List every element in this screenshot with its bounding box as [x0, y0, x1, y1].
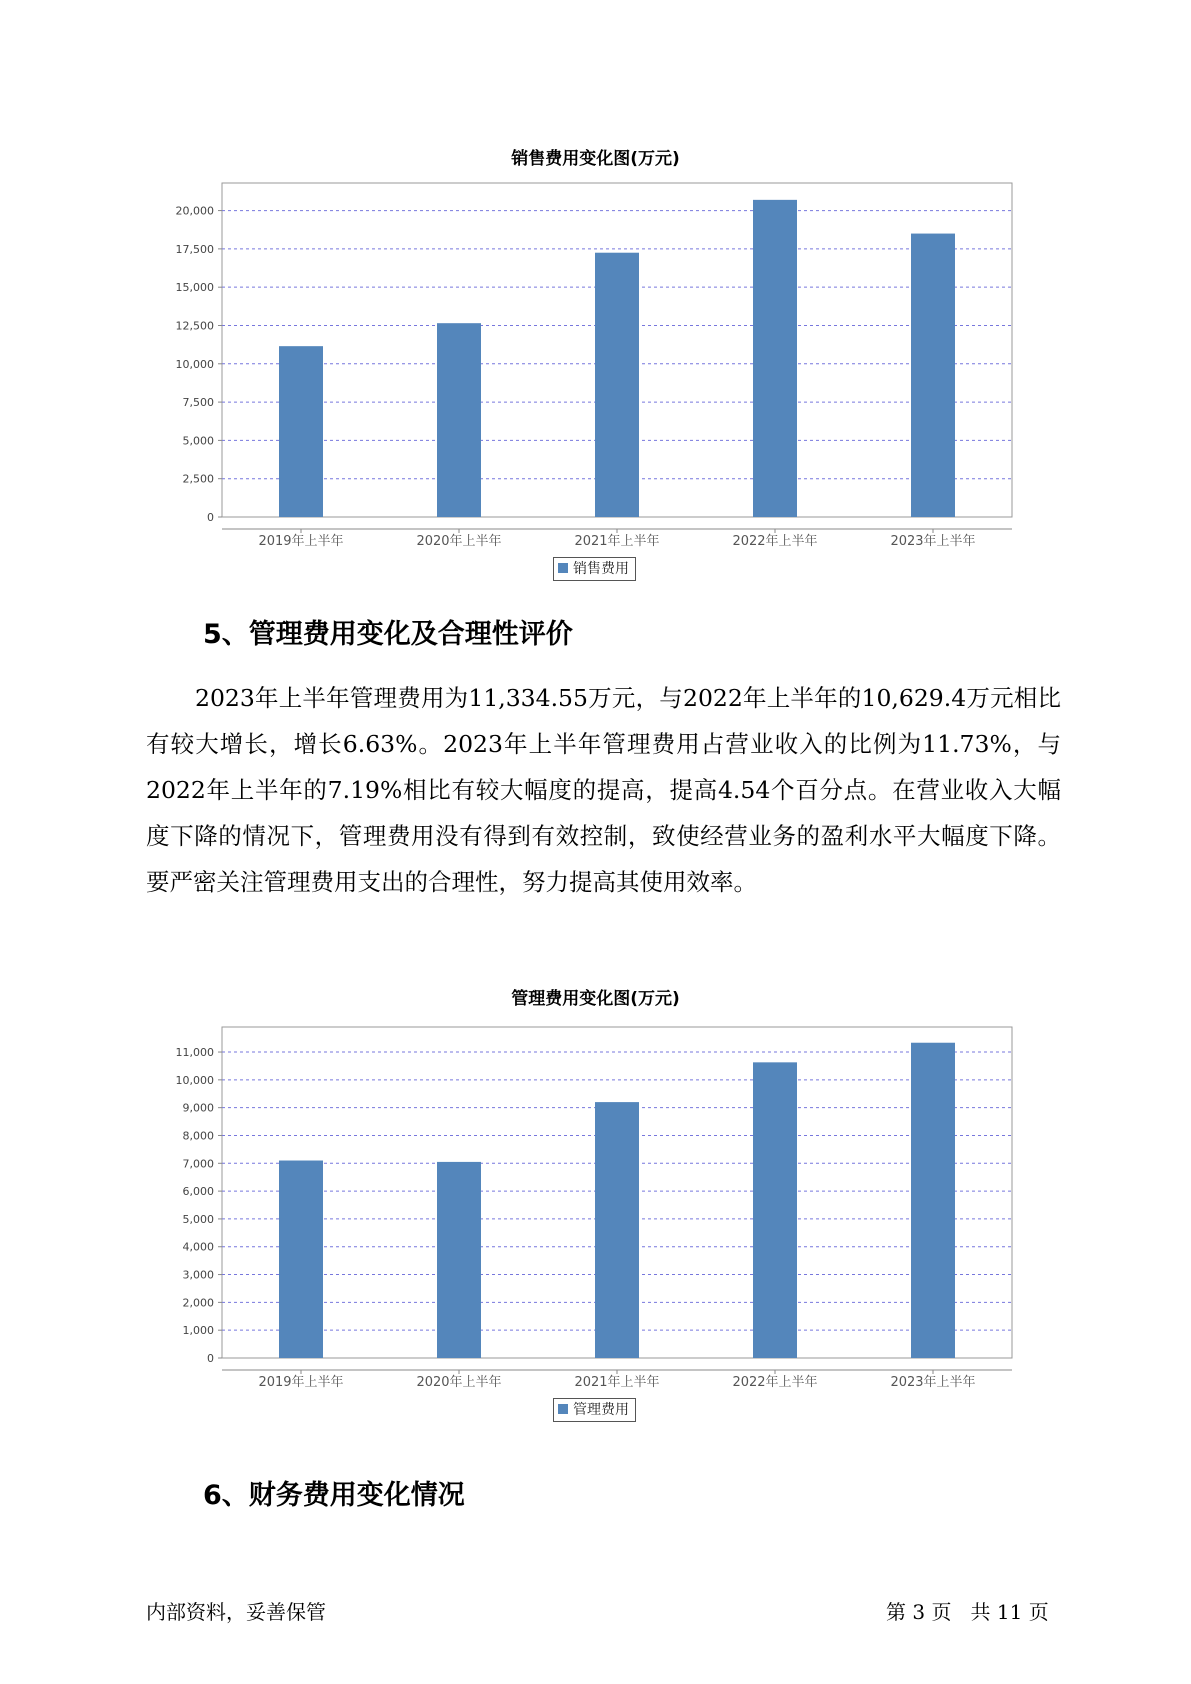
section-6-heading: 6、财务费用变化情况 — [203, 1480, 465, 1511]
y-tick-label: 5,000 — [182, 1212, 214, 1226]
y-tick-label: 7,000 — [182, 1157, 214, 1171]
y-tick-label: 11,000 — [175, 1046, 214, 1060]
y-tick-label: 10,000 — [175, 1073, 214, 1087]
y-tick-label: 0 — [207, 511, 214, 524]
total-prefix: 共 — [970, 1600, 991, 1624]
y-tick-label: 9,000 — [182, 1101, 214, 1115]
x-tick-label: 2020年上半年 — [416, 1375, 502, 1390]
y-tick-label: 17,500 — [175, 242, 214, 256]
chart-legend — [553, 1398, 636, 1422]
x-tick-label: 2019年上半年 — [258, 534, 344, 549]
total-suffix: 页 — [1028, 1600, 1049, 1624]
y-tick-label: 7,500 — [182, 396, 214, 410]
section-5-paragraph: 2023年上半年管理费用为11,334.55万元，与2022年上半年的10,629.4万元相比有较大增长，增长6.63%。2023年上半年管理费用占营业收入的比例为11.73%，与2022年上半年的7.19%相比有较大幅度的提高，提高4.54个百分点。在营业收入大幅度下降的情况下，管理费用没有得到有效控制，致使经营业务的盈利水平大幅度下降。要严密关注管理费用支出的合理性，努力提高其使用效率。 — [146, 684, 1061, 896]
y-tick-label: 8,000 — [182, 1129, 214, 1143]
y-tick-label: 6,000 — [182, 1185, 214, 1199]
bar — [911, 1043, 955, 1358]
total-pages: 11 — [996, 1600, 1023, 1624]
y-tick-label: 15,000 — [175, 281, 214, 295]
chart-title: 销售费用变化图(万元) — [511, 149, 680, 169]
bar — [595, 1102, 639, 1358]
page-number: 3 — [912, 1600, 926, 1624]
x-tick-label: 2023年上半年 — [890, 534, 976, 549]
y-tick-label: 4,000 — [182, 1240, 214, 1254]
footer-note: 内部资料，妥善保管 — [146, 1600, 326, 1624]
y-tick-label: 10,000 — [175, 357, 214, 371]
y-tick-label: 0 — [207, 1352, 214, 1365]
y-tick-label: 2,500 — [182, 472, 214, 486]
footer-left — [146, 1596, 326, 1625]
footer-page-info — [886, 1596, 1049, 1625]
bar — [279, 1161, 323, 1358]
x-tick-label: 2023年上半年 — [890, 1375, 976, 1390]
y-tick-label: 1,000 — [182, 1324, 214, 1338]
x-tick-label: 2022年上半年 — [732, 534, 818, 549]
y-tick-label: 5,000 — [182, 434, 214, 448]
x-tick-label: 2019年上半年 — [258, 1375, 344, 1390]
page-suffix: 页 — [931, 1600, 952, 1624]
legend-swatch — [558, 1404, 568, 1414]
bar — [753, 1062, 797, 1358]
legend-label: 管理费用 — [573, 1402, 629, 1418]
section-5-heading: 5、管理费用变化及合理性评价 — [203, 619, 573, 650]
y-tick-label: 20,000 — [175, 204, 214, 218]
legend-label: 销售费用 — [573, 561, 629, 577]
y-tick-label: 12,500 — [175, 319, 214, 333]
bar — [437, 1162, 481, 1358]
y-tick-label: 2,000 — [182, 1296, 214, 1310]
x-tick-label: 2021年上半年 — [574, 1375, 660, 1390]
x-tick-label: 2022年上半年 — [732, 1375, 818, 1390]
x-tick-label: 2021年上半年 — [574, 534, 660, 549]
y-tick-label: 3,000 — [182, 1268, 214, 1282]
x-tick-label: 2020年上半年 — [416, 534, 502, 549]
page-prefix: 第 — [886, 1600, 906, 1624]
chart-title: 管理费用变化图(万元) — [511, 989, 680, 1009]
